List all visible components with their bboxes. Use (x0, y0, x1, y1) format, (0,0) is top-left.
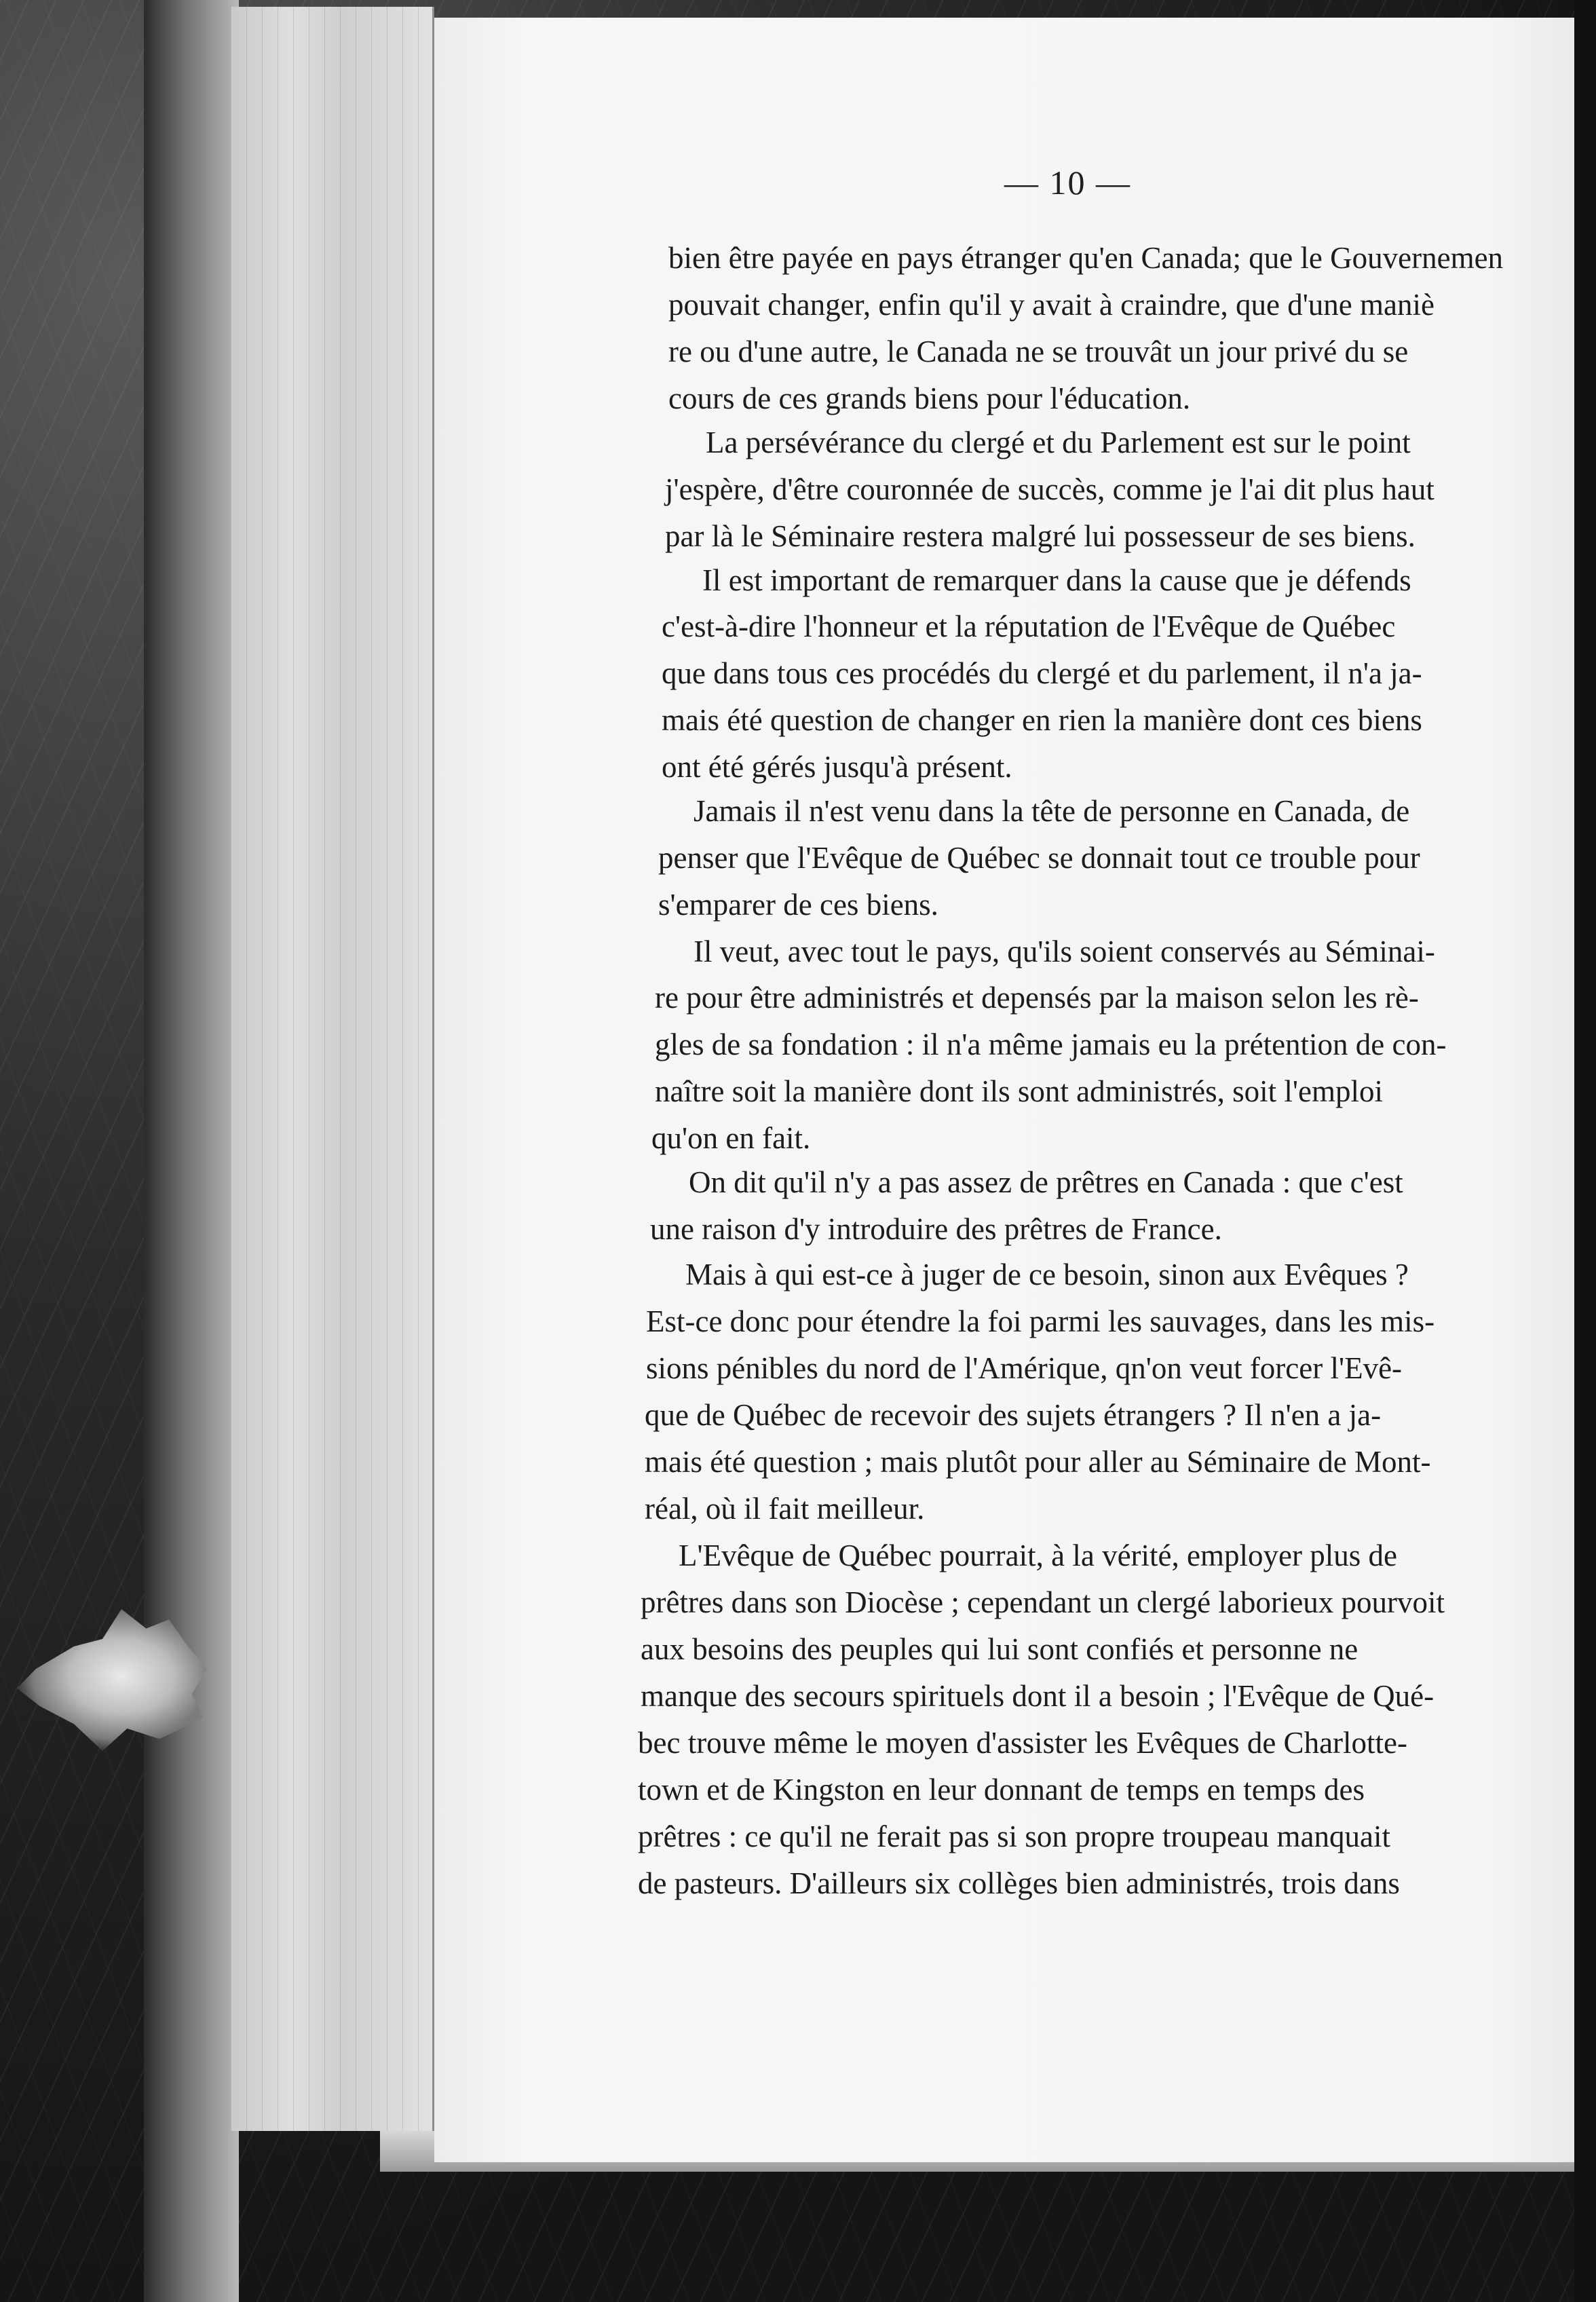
text-line: On dit qu'il n'y a pas assez de prêtres en Canada : que c'est (689, 1165, 1403, 1199)
text-line: mais été question de changer en rien la manière dont ces biens (662, 703, 1422, 737)
text-line: de pasteurs. D'ailleurs six collèges bien administrés, trois dans (638, 1866, 1400, 1900)
text-line: Jamais il n'est venu dans la tête de personne en Canada, de (694, 794, 1410, 828)
text-line: La persévérance du clergé et du Parlement est sur le point (706, 426, 1411, 459)
text-line: town et de Kingston en leur donnant de temps en temps des (638, 1773, 1365, 1807)
text-line: bec trouve même le moyen d'assister les Evêques de Charlotte- (638, 1726, 1407, 1760)
text-line: c'est-à-dire l'honneur et la réputation de l'Evêque de Québec (662, 609, 1396, 643)
text-line: qu'on en fait. (651, 1121, 811, 1155)
text-line: naître soit la manière dont ils sont administrés, soit l'emploi (655, 1074, 1383, 1108)
text-line: prêtres : ce qu'il ne ferait pas si son propre troupeau manquait (638, 1819, 1390, 1853)
text-line: sions pénibles du nord de l'Amérique, qn'on veut forcer l'Evê- (646, 1351, 1403, 1385)
text-line: manque des secours spirituels dont il a besoin ; l'Evêque de Qué- (641, 1679, 1434, 1713)
text-line: j'espère, d'être couronnée de succès, comme je l'ai dit plus haut (665, 472, 1434, 506)
text-line: prêtres dans son Diocèse ; cependant un clergé laborieux pourvoit (641, 1585, 1445, 1619)
text-line: mais été question ; mais plutôt pour aller au Séminaire de Mont- (645, 1445, 1431, 1479)
text-line: ont été gérés jusqu'à présent. (662, 750, 1012, 784)
text-line: gles de sa fondation : il n'a même jamais eu la prétention de con- (655, 1027, 1447, 1061)
text-line: Il est important de remarquer dans la cause que je défends (702, 563, 1411, 597)
text-line: cours de ces grands biens pour l'éducation. (668, 381, 1191, 415)
text-line: penser que l'Evêque de Québec se donnait tout ce trouble pour (658, 841, 1420, 875)
text-line: Est-ce donc pour étendre la foi parmi les sauvages, dans les mis- (646, 1304, 1435, 1338)
page-number: — 10 — (1004, 164, 1131, 202)
text-line: que dans tous ces procédés du clergé et du parlement, il n'a ja- (662, 656, 1422, 690)
text-line: une raison d'y introduire des prêtres de France. (650, 1212, 1222, 1246)
book-spine-edge (231, 7, 434, 2131)
text-line: bien être payée en pays étranger qu'en Canada; que le Gouvernemen (668, 241, 1504, 275)
binding-gutter (144, 0, 239, 2302)
text-line: aux besoins des peuples qui lui sont confiés et personne ne (641, 1632, 1358, 1666)
text-line: pouvait changer, enfin qu'il y avait à craindre, que d'une maniè (668, 288, 1434, 322)
text-line: re pour être administrés et depensés par la maison selon les rè- (655, 981, 1419, 1015)
text-line: L'Evêque de Québec pourrait, à la vérité, employer plus de (679, 1539, 1397, 1572)
text-line: réal, où il fait meilleur. (645, 1492, 925, 1526)
text-line: Il veut, avec tout le pays, qu'ils soient conservés au Séminai- (694, 935, 1435, 968)
text-line: re ou d'une autre, le Canada ne se trouvât un jour privé du se (668, 335, 1409, 369)
text-line: que de Québec de recevoir des sujets étrangers ? Il n'en a ja- (645, 1398, 1382, 1432)
right-scan-edge (1574, 0, 1596, 2302)
text-line: s'emparer de ces biens. (658, 888, 938, 922)
spine-texture (231, 7, 434, 2131)
text-line: Mais à qui est-ce à juger de ce besoin, sinon aux Evêques ? (685, 1258, 1409, 1291)
text-line: par là le Séminaire restera malgré lui possesseur de ses biens. (665, 519, 1416, 553)
